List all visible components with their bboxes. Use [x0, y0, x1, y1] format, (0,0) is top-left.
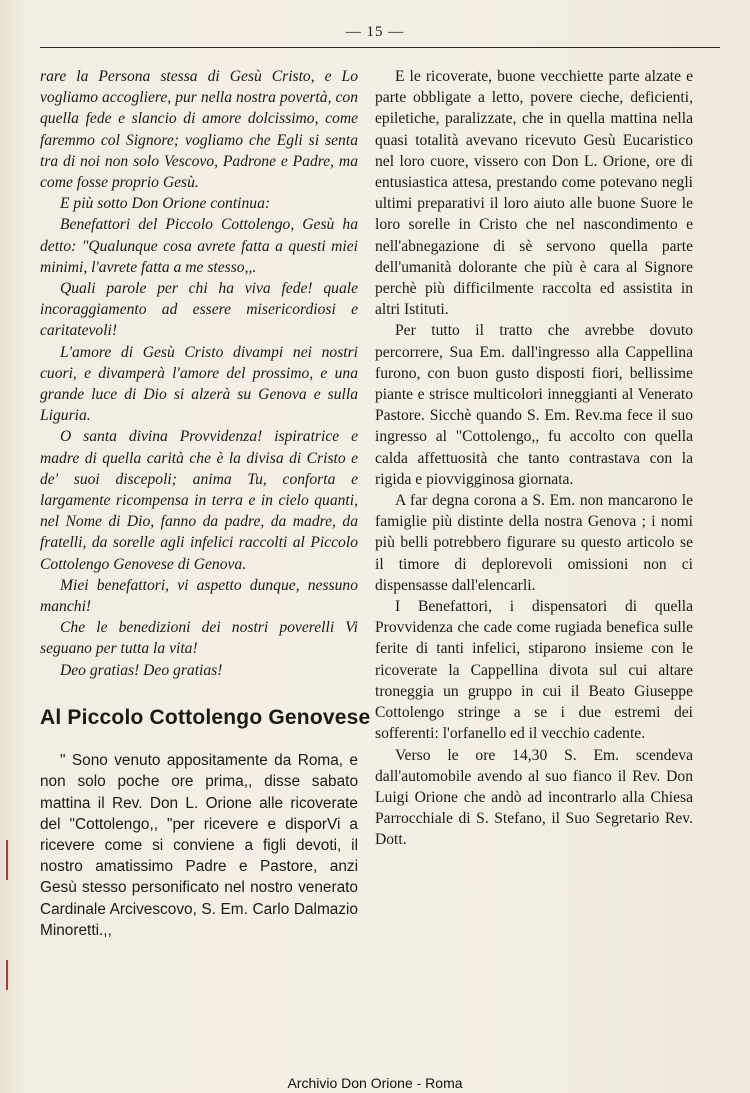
paragraph: Verso le ore 14,30 S. Em. scendeva dall'automobile avendo al suo fianco il Rev. Don Luigi Orione che andò ad incontrarlo alla Chiesa Parrocchiale di S. Stefano, il Suo Segretario Rev. Dott. [375, 746, 693, 849]
paragraph: Che le benedizioni dei nostri poverelli Vi seguano per tutta la vita! [40, 619, 358, 658]
italic-letter-block [40, 66, 358, 681]
page-number: — 15 — [345, 24, 405, 40]
header-rule [40, 47, 720, 48]
paragraph: rare la Persona stessa di Gesù Cristo, e Lo vogliamo accogliere, pur nella nostra povertà, con quella fede e slancio di amore dolcissimo, come faremmo col Signore; vogliamo che Egli si senta tra di noi non solo Vescovo, Padrone e Padre, ma come fosse proprio Gesù. [40, 68, 358, 192]
paragraph: O santa divina Provvidenza! ispiratrice e madre di quella carità che è la divisa di Cristo e de' suoi discepoli; anima Tu, conforta e largamente ricompensa in terra e in cielo quanti, nel Nome di Dio, fanno da padre, da madre, da fratelli, da sorelle agli infelici raccolti al Piccolo Cottolengo Genovese di Genova. [40, 428, 358, 573]
paragraph: E le ricoverate, buone vecchiette parte alzate e parte obbligate a letto, povere cieche, deficienti, epiletiche, paralizzate, che in quella mattina nella quasi totalità avevano ricevuto Gesù Eucaristico nel loro cuore, vissero con Don L. Orione, ore di entusiastica attesa, prestando come potevano negli ultimi preparativi il loro aiuto alle buone Suore le loro sorelle in Cristo che nel nascondimento e nell'abnegazione di sè servono quella parte dell'umanità dolorante che più è cara al Signore perchè più difficilmente raccolta ed assistita in altri Istituti. [375, 68, 693, 319]
archive-footer: Archivio Don Orione - Roma [287, 1075, 463, 1091]
edge-mark [6, 960, 8, 990]
paragraph: I Benefattori, i dispensatori di quella Provvidenza che cade come rugiada benefica sulle ferite di tanti infelici, stiparono insieme con le ricoverate la Cappellina divota sul cui altare troneggia un gruppo in cui il Beato Giuseppe Cottolengo stringe a se i due estremi dei sofferenti: l'orfanello ed il vecchio cadente. [375, 598, 693, 743]
edge-mark [6, 840, 8, 880]
left-column [40, 66, 371, 941]
section-title: Al Piccolo Cottolengo Genovese [40, 705, 371, 729]
paragraph: " Sono venuto appositamente da Roma, e non solo poche ore prima,, disse sabato mattina il Rev. Don L. Orione alle ricoverate del "Cottolengo,, "per ricevere e disporVi a ricevere come si conviene a figli devoti, il nostro amatissimo Padre e Pastore, anzi Gesù stesso personificato nel nostro venerato Cardinale Arcivescovo, S. Em. Carlo Dalmazio Minoretti.,, [40, 752, 358, 939]
paragraph: L'amore di Gesù Cristo divampi nei nostri cuori, e divamperà l'amore del prossimo, e una grande luce di Dio si alzerà su Genova e sulla Liguria. [40, 343, 358, 425]
right-column [375, 66, 693, 851]
paragraph: E più sotto Don Orione continua: [60, 195, 271, 213]
paragraph: Quali parole per chi ha viva fede! quale incoraggiamento ad essere misericordiosi e caritatevoli! [40, 280, 358, 340]
paragraph: Per tutto il tratto che avrebbe dovuto percorrere, Sua Em. dall'ingresso alla Cappellina furono, con buon gusto disposti fiori, bellissime piante e strisce multicolori inneggianti al Venerato Pastore. Sicchè quando S. Em. Rev.ma fece il suo ingresso al "Cottolengo,, fu accolto con quella calda affettuosità che tanto contrastava con la rigida e piovvigginosa giornata. [375, 322, 693, 488]
paragraph: Benefattori del Piccolo Cottolengo, Gesù ha detto: "Qualunque cosa avrete fatta a questi miei minimi, l'avrete fatta a me stesso,,. [40, 216, 358, 276]
article-body [40, 750, 358, 941]
paragraph: Deo gratias! Deo gratias! [60, 661, 223, 679]
paragraph: A far degna corona a S. Em. non mancarono le famiglie più distinte della nostra Genova ; i nomi più belli potrebbero figurare su questo articolo se il timore di deplorevoli omissioni non ci dispensasse dall'elencarli. [375, 492, 693, 594]
paragraph: Miei benefattori, vi aspetto dunque, nessuno manchi! [40, 576, 358, 616]
